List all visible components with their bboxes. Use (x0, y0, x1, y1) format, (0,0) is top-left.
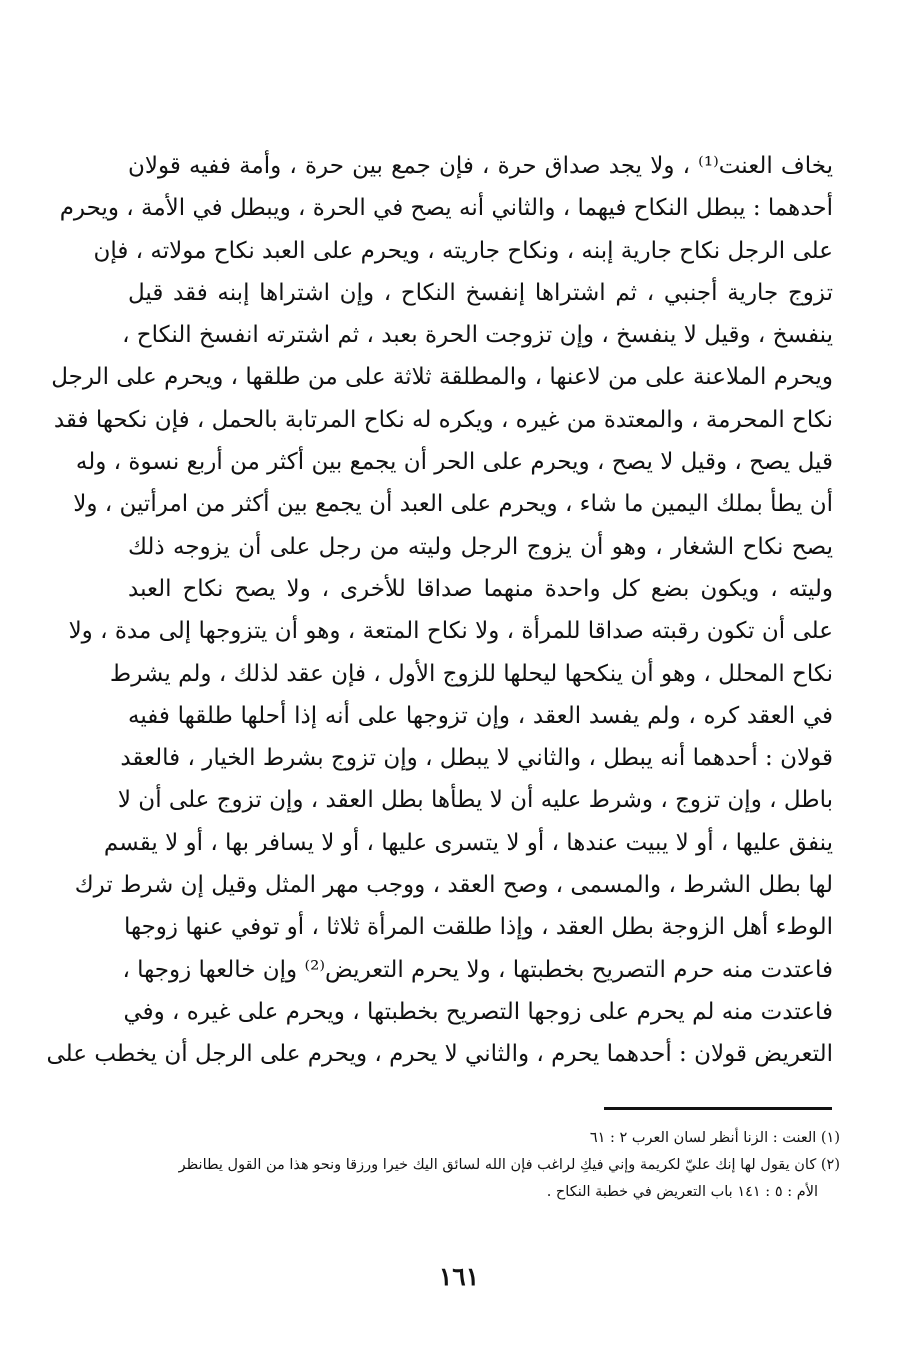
text-line: لها بطل الشرط ، والمسمى ، وصح العقد ، ووجب مهر المثل وقيل إن شرط ترك (74, 872, 833, 899)
text-line: تزوج جارية أجنبي ، ثم اشتراها إنفسخ النكاح ، وإن اشتراها إبنه فقد قيل (128, 279, 833, 306)
text-line: يخاف العنت⁽¹⁾ ، ولا يجد صداق حرة ، فإن جمع بين حرة ، وأمة ففيه قولان (128, 153, 833, 179)
footnote-2: (٢) كان يقول لها إنك عليّ لكريمة وإني فيكِ لراغب فإن الله لسائق اليك خيرا ورزقا ونحو هذا من القول يطانظر (178, 1157, 840, 1173)
text-line: التعريض قولان : أحدهما يحرم ، والثاني لا يحرم ، ويحرم على الرجل أن يخطب على (46, 1041, 833, 1068)
text-line: باطل ، وإن تزوج ، وشرط عليه أن لا يطأها بطل العقد ، وإن تزوج على أن لا (117, 787, 833, 814)
text-line: فاعتدت منه لم يحرم على زوجها التصريح بخطبتها ، ويحرم على غيره ، وفي (123, 998, 833, 1025)
main-text (46, 145, 833, 1076)
text-line: قيل يصح ، وقيل لا يصح ، ويحرم على الحر أن يجمع بين أكثر من أربع نسوة ، وله (75, 449, 833, 476)
page-number: ١٦١ (438, 1262, 480, 1291)
text-line: أحدهما : يبطل النكاح فيهما ، والثاني أنه يصح في الحرة ، ويبطل في الأمة ، ويحرم (59, 195, 833, 222)
text-line: يصح نكاح الشغار ، وهو أن يزوج الرجل وليته من رجل على أن يزوجه ذلك (128, 533, 833, 560)
text-line: نكاح المحلل ، وهو أن ينكحها ليحلها للزوج الأول ، فإن عقد لذلك ، ولم يشرط (109, 660, 833, 687)
text-line: فاعتدت منه حرم التصريح بخطبتها ، ولا يحرم التعريض⁽²⁾ وإن خالعها زوجها ، (122, 956, 833, 983)
text-line: وليته ، ويكون بضع كل واحدة منهما صداقا للأخرى ، ولا يصح نكاح العبد (128, 575, 833, 602)
text-line: ينفق عليها ، أو لا يبيت عندها ، أو لا يتسرى عليها ، أو لا يسافر بها ، أو لا يقسم (103, 829, 833, 856)
text-line: في العقد كره ، ولم يفسد العقد ، وإن تزوجها على أنه إذا أحلها طلقها ففيه (128, 702, 833, 729)
footnote-separator (604, 1107, 832, 1110)
text-line: على الرجل نكاح جارية إبنه ، ونكاح جاريته ، ويحرم على العبد نكاح مولاته ، فإن (93, 237, 833, 264)
footnotes (128, 1125, 840, 1206)
text-line: نكاح المحرمة ، والمعتدة من غيره ، ويكره له نكاح المرتابة بالحمل ، فإن نكحها فقد (53, 406, 833, 433)
footnote-2-continuation: الأم : ٥ : ١٤١ باب التعريض في خطبة النكاح . (546, 1184, 818, 1200)
text-line: أن يطأ بملك اليمين ما شاء ، ويحرم على العبد أن يجمع بين أكثر من امرأتين ، ولا (73, 491, 833, 518)
text-line: ينفسخ ، وقيل لا ينفسخ ، وإن تزوجت الحرة بعبد ، ثم اشترته انفسخ النكاح ، (122, 322, 833, 349)
text-line: قولان : أحدهما أنه يبطل ، والثاني لا يبطل ، وإن تزوج بشرط الخيار ، فالعقد (120, 745, 833, 772)
text-line: الوطء أهل الزوجة بطل العقد ، وإذا طلقت المرأة ثلاثا ، أو توفي عنها زوجها (123, 914, 833, 941)
text-line: ويحرم الملاعنة على من لاعنها ، والمطلقة ثلاثة على من طلقها ، ويحرم على الرجل (51, 364, 833, 391)
footnote-1: (١) العنت : الزنا أنظر لسان العرب ٢ : ٦١ (589, 1130, 840, 1146)
text-line: على أن تكون رقبته صداقا للمرأة ، ولا نكاح المتعة ، وهو أن يتزوجها إلى مدة ، ولا (68, 618, 833, 645)
